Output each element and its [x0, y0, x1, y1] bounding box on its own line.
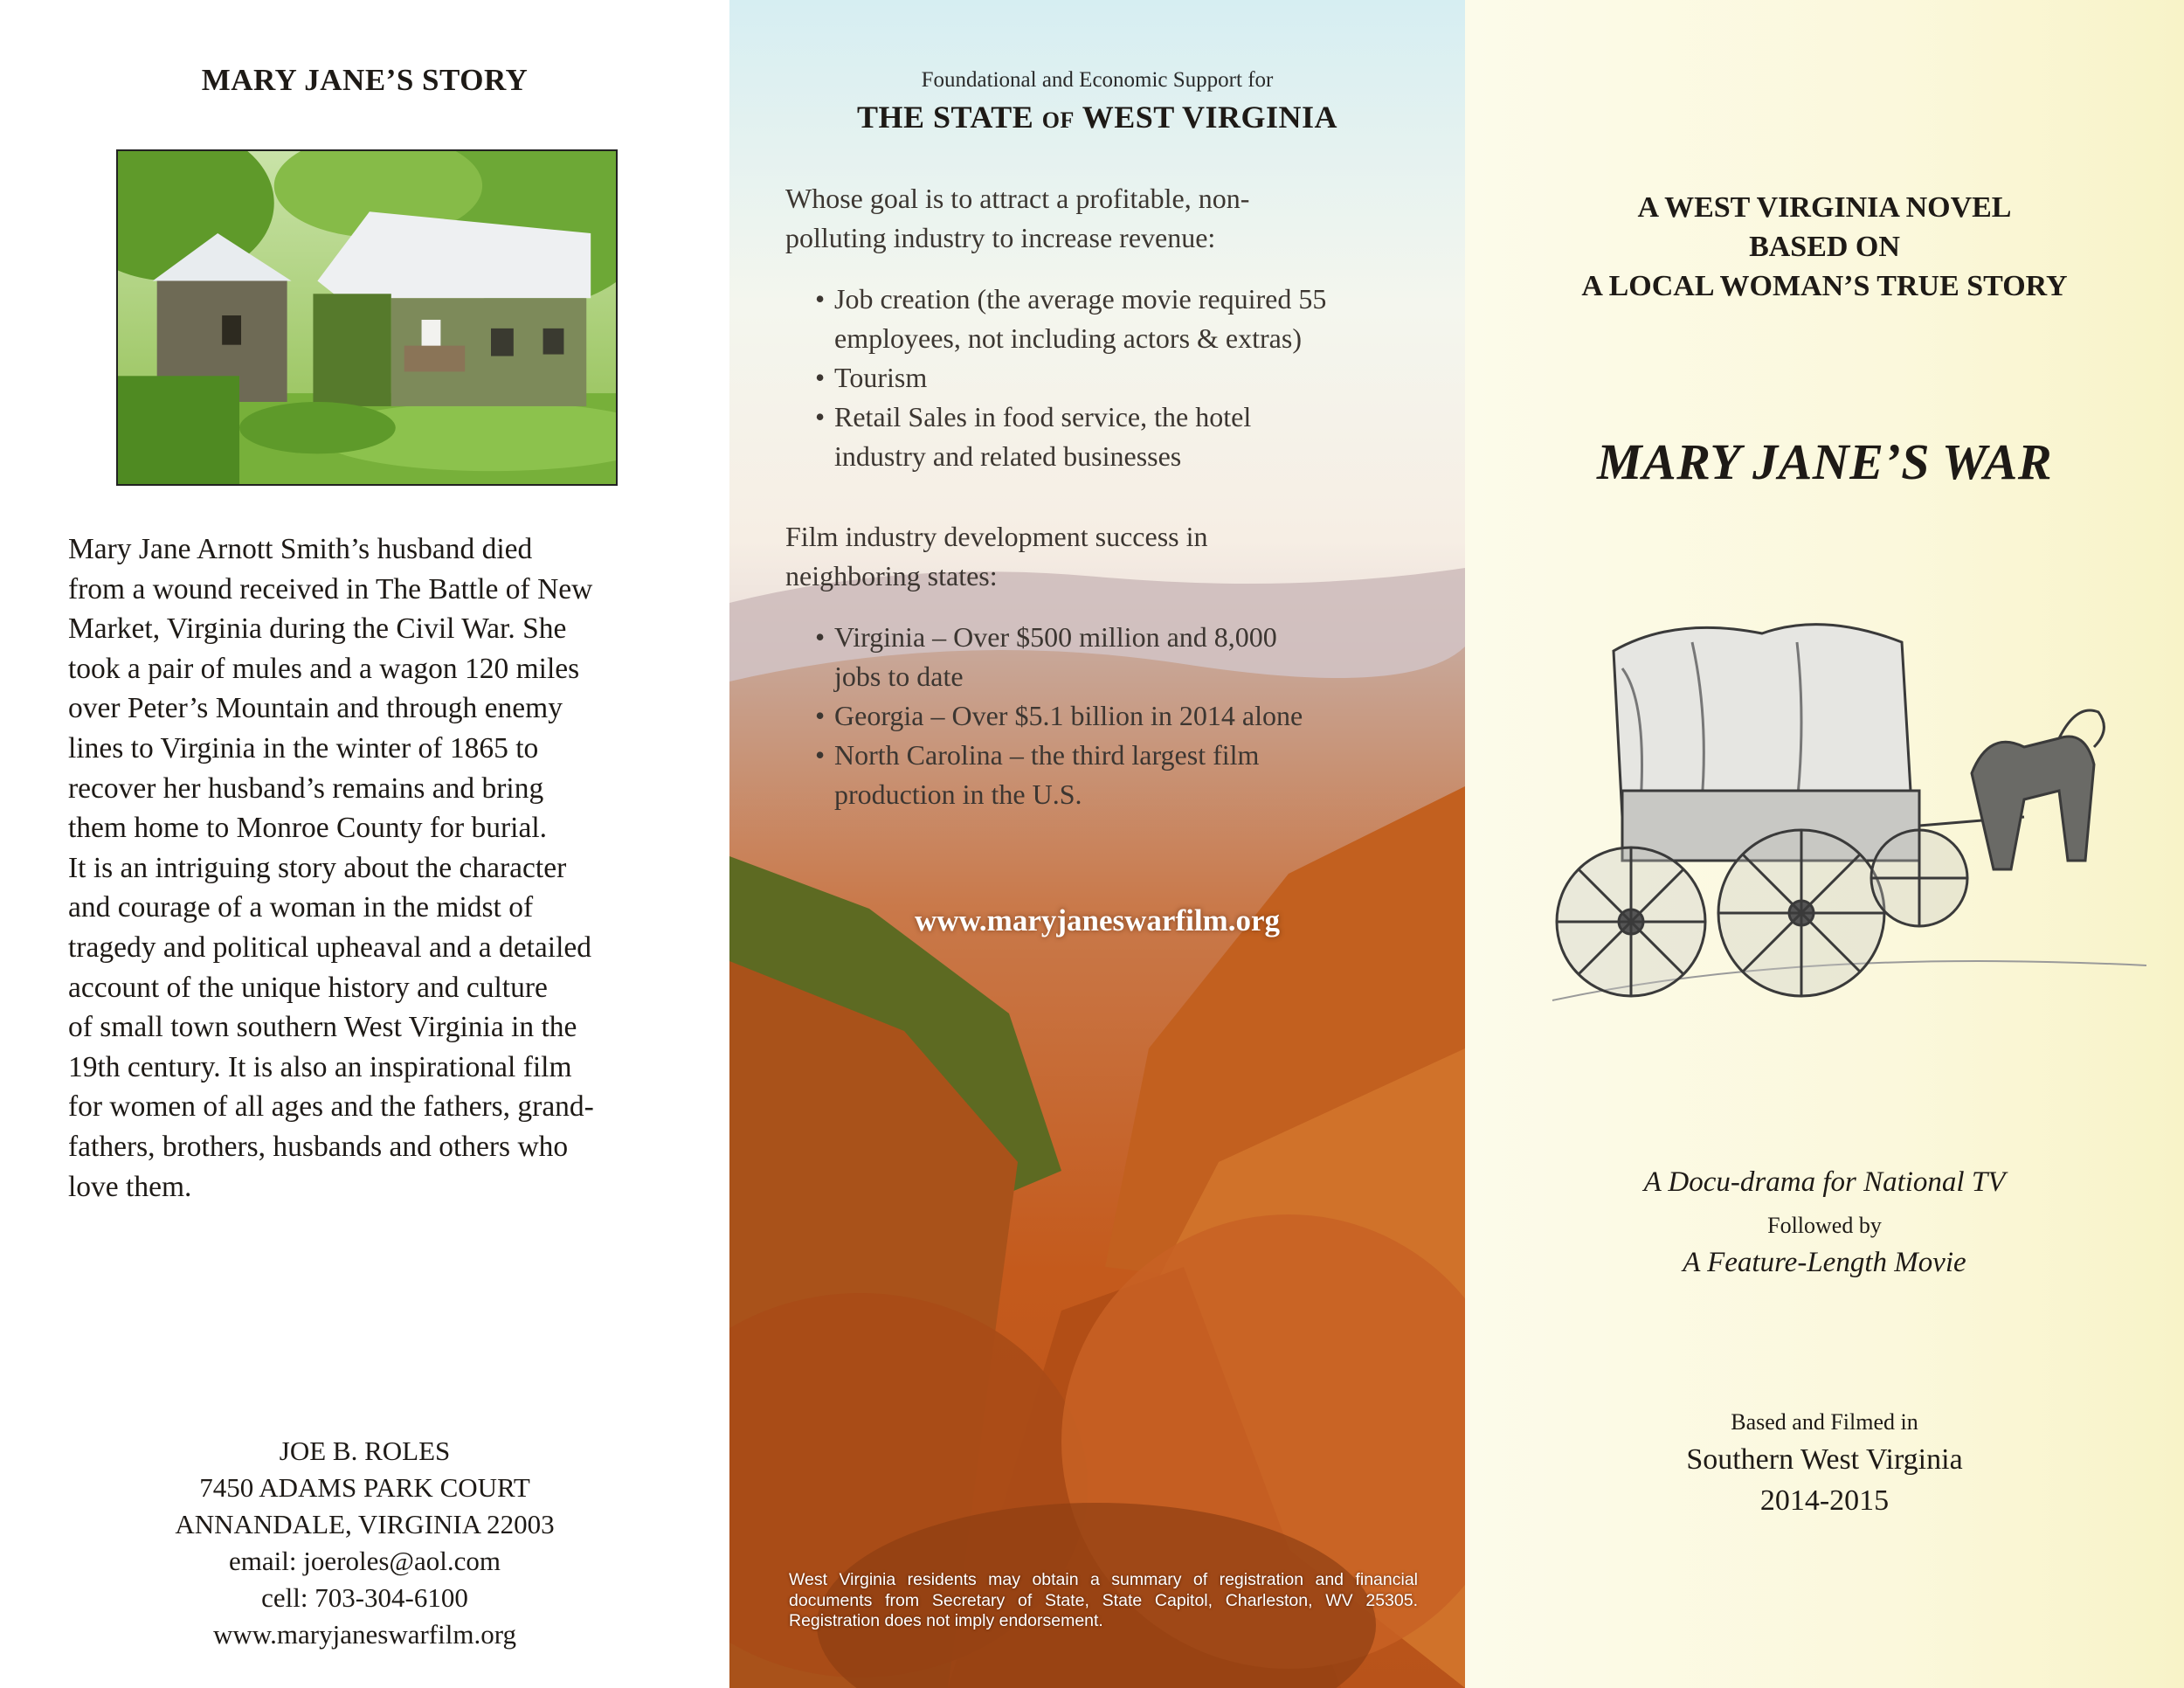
contact-cell: cell: 703-304-6100: [261, 1582, 468, 1613]
list-item: [815, 280, 1453, 358]
docudrama-line: A Docu-drama for National TV: [1643, 1166, 2006, 1198]
story-paragraph: Mary Jane Arnott Smith’s husband died from a wound received in The Battle of New Market, Virginia during the Civil War. She took a pair of mules and a wagon 120 miles over Peter’s Mountain and through enemy lines to Virginia in the winter of 1865 to recover her husband’s remains and bring them home to Monroe County for burial. It is an intriguing story about the character and courage of a woman in the midst of tragedy and political upheaval and a detailed account of the unique history and culture of small town southern West Virginia in the 19th century. It is also an inspirational film for women of all ages and the fathers, grand- fathers, brothers, husbands and others who love them.: [68, 533, 594, 1203]
contact-name: JOE B. ROLES: [279, 1435, 451, 1466]
feature-line: A Feature-Length Movie: [1683, 1247, 1966, 1278]
right-panel: [1465, 0, 2184, 1688]
novel-line: A LOCAL WOMAN’S TRUE STORY: [1581, 270, 2068, 302]
bullet: •: [815, 401, 826, 432]
region-line: Southern West Virginia: [1686, 1443, 1963, 1476]
list-item: [815, 618, 1462, 696]
success-intro: Film industry development success in neighboring states:: [785, 521, 1208, 591]
novel-heading: [1465, 188, 2184, 306]
contact-block: [0, 1433, 729, 1653]
contact-city: ANNANDALE, VIRGINIA 22003: [175, 1509, 555, 1539]
bullet: •: [815, 362, 826, 393]
list-item-text: Georgia – Over $5.1 billion in 2014 alone: [834, 700, 1303, 731]
website-link[interactable]: www.maryjaneswarfilm.org: [915, 903, 1280, 937]
novel-line: BASED ON: [1749, 231, 1900, 263]
list-item: [815, 696, 1462, 736]
list-item-text: North Carolina – the third largest film production in the U.S.: [834, 739, 1260, 810]
support-line: Foundational and Economic Support for: [921, 68, 1274, 92]
bullet: •: [815, 621, 826, 653]
bullet: •: [815, 739, 826, 771]
state-title: [729, 99, 1465, 135]
stone-cottage-photo: [116, 149, 618, 486]
novel-line: A WEST VIRGINIA NOVEL: [1637, 191, 2012, 224]
list-item-text: Job creation (the average movie required 55 employees, not including actors & extras): [834, 283, 1327, 354]
contact-street: 7450 ADAMS PARK COURT: [199, 1472, 530, 1503]
years-line: 2014-2015: [1759, 1484, 1890, 1517]
contact-website[interactable]: www.maryjaneswarfilm.org: [213, 1619, 516, 1650]
state-title-of: OF: [1041, 107, 1075, 133]
left-panel: [0, 0, 729, 1688]
book-title: MARY JANE’S WAR: [1596, 433, 2053, 490]
goal-list: [815, 280, 1453, 476]
bullet: •: [815, 700, 826, 731]
registration-disclaimer: West Virginia residents may obtain a summary of registration and financial documents from Secretary of State, State Capitol, Charleston, WV 25305. Registration does not imply endorsement.: [789, 1570, 1418, 1630]
bullet: •: [815, 283, 826, 315]
based-filmed-line: Based and Filmed in: [1731, 1409, 1918, 1435]
state-title-part: WEST VIRGINIA: [1074, 100, 1337, 135]
followed-by-line: Followed by: [1767, 1213, 1882, 1238]
list-item: [815, 736, 1462, 814]
story-title: MARY JANE’S STORY: [201, 63, 529, 97]
list-item-text: Virginia – Over $500 million and 8,000 jobs to date: [834, 621, 1277, 692]
goal-text: Whose goal is to attract a profitable, non- polluting industry to increase revenue:: [785, 183, 1250, 253]
covered-wagon-sketch: [1535, 616, 2164, 1027]
list-item-text: Retail Sales in food service, the hotel industry and related businesses: [834, 401, 1252, 472]
contact-email[interactable]: email: joeroles@aol.com: [229, 1546, 501, 1576]
list-item-text: Tourism: [834, 362, 928, 393]
list-item: [815, 358, 1453, 398]
middle-panel: [729, 0, 1465, 1688]
success-list: [815, 618, 1462, 814]
list-item: [815, 398, 1453, 476]
state-title-part: THE STATE: [857, 100, 1042, 135]
